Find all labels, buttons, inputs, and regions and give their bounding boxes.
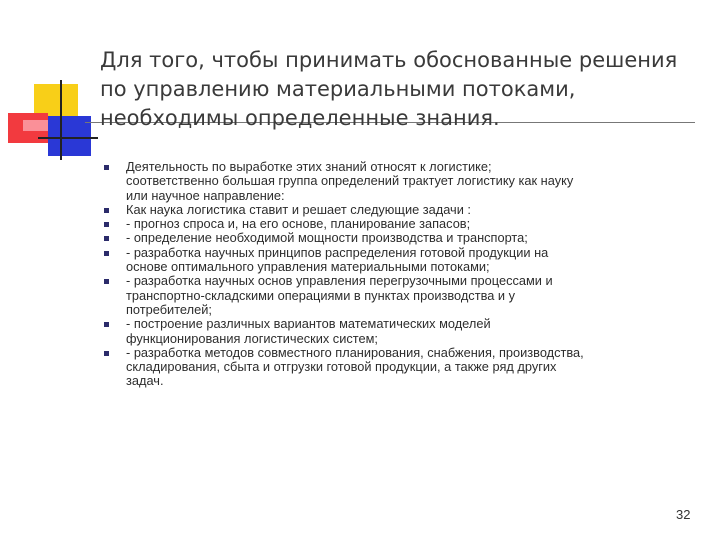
bullet-square-icon — [104, 279, 109, 284]
item-text: складирования, сбыта и отгрузки готовой продукции, а также ряд других — [126, 359, 557, 375]
bullet-list — [100, 160, 710, 389]
bullet-square-icon — [104, 236, 109, 241]
item-text: - прогноз спроса и, на его основе, планирование запасов; — [126, 216, 471, 232]
item-text: основе оптимального управления материальными потоками; — [126, 259, 490, 275]
list-item — [100, 217, 710, 231]
item-text: Деятельность по выработке этих знаний относят к логистике; — [126, 159, 492, 174]
item-text: соответственно большая группа определений трактует логистику как науку — [126, 173, 574, 189]
item-text: - разработка научных основ управления перегрузочными процессами и — [126, 273, 553, 289]
bullet-square-icon — [104, 165, 109, 170]
bullet-square-icon — [104, 208, 109, 213]
bullet-square-icon — [104, 251, 109, 256]
decor-horizontal-line — [38, 137, 98, 139]
item-text: - определение необходимой мощности производства и транспорта; — [126, 230, 528, 246]
title-line: Для того, чтобы принимать обоснованные решения — [100, 48, 678, 72]
list-item — [100, 274, 710, 317]
item-text: - разработка методов совместного планирования, снабжения, производства, — [126, 344, 584, 360]
title-line: по управлению материальными потоками, — [100, 77, 576, 101]
decor-vertical-line — [60, 80, 62, 160]
list-item — [100, 203, 710, 217]
page-number: 32 — [676, 507, 691, 522]
item-text: транспортно-складскими операциями в пунктах производства и у — [126, 287, 515, 303]
list-item — [100, 246, 710, 275]
item-text: - разработка научных принципов распределения готовой продукции на — [126, 244, 549, 260]
item-text: - построение различных вариантов математических моделей — [126, 316, 491, 332]
item-text: Как наука логистика ставит и решает следующие задачи : — [126, 201, 471, 217]
list-item — [100, 160, 710, 203]
bullet-square-icon — [104, 222, 109, 227]
item-text: или научное направление: — [126, 187, 285, 203]
list-item — [100, 317, 710, 346]
item-text: потребителей; — [126, 301, 212, 317]
item-text: функционирования логистических систем; — [126, 330, 378, 346]
bullet-square-icon — [104, 351, 109, 356]
list-item — [100, 346, 710, 389]
title-line: необходимы определенные знания. — [100, 106, 500, 130]
item-text: задач. — [126, 373, 164, 389]
bullet-square-icon — [104, 322, 109, 327]
list-item — [100, 231, 710, 245]
slide-title — [100, 46, 700, 133]
